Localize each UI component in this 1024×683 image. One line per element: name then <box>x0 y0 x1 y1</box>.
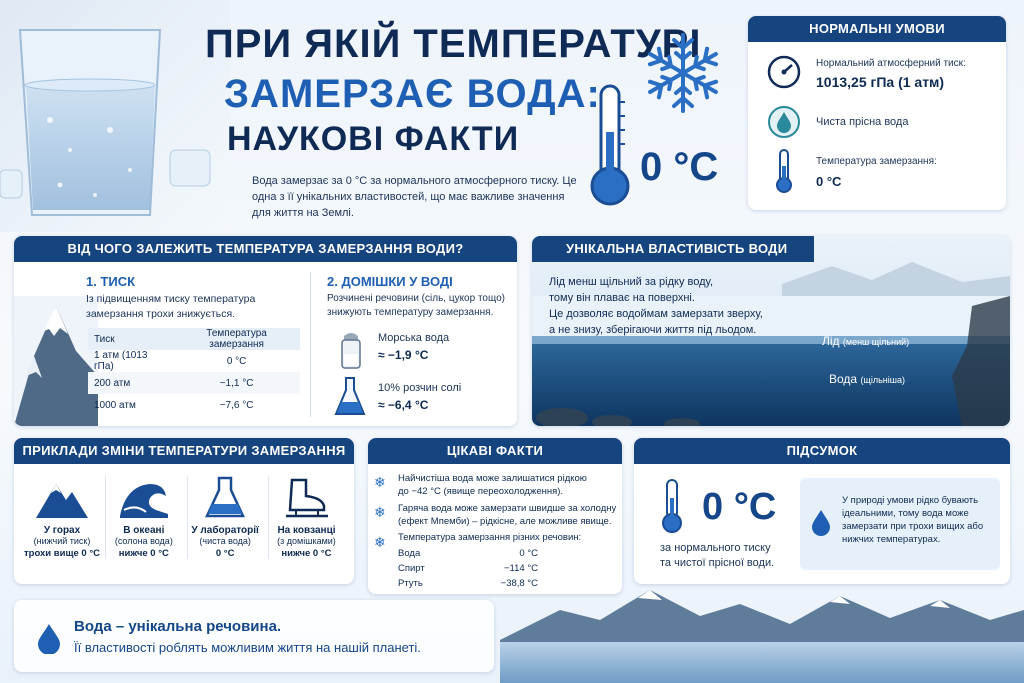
fact-2: Гаряча вода може замерзати швидше за холодну (ефект Мпемби) – рідкісне, але можливе явище. <box>398 503 617 527</box>
thermometer-icon <box>588 82 632 210</box>
table-header-temp: Температура замерзання <box>206 328 267 350</box>
footer-card <box>14 600 494 672</box>
summary-card <box>634 438 1010 584</box>
example-item: У горах (нижчий тиск) трохи вище 0 °C <box>24 476 100 559</box>
water-glass-image <box>0 0 230 232</box>
pressure-value: 1013,25 гПа (1 атм) <box>816 74 945 90</box>
pressure-title: 1. ТИСК <box>86 274 136 289</box>
table-row: 1000 атм −7,6 °C <box>94 399 254 411</box>
footer-drop-icon <box>36 622 62 659</box>
water-label-lake: Вода (щільніша) <box>829 372 905 386</box>
example-item: В океані (солона вода) нижче 0 °C <box>105 476 181 559</box>
gauge-icon <box>766 54 802 95</box>
snowflake-icon: ❄ <box>374 474 386 490</box>
summary-note-box <box>800 478 1000 570</box>
summary-line-2: та чистої прісної води. <box>660 557 775 569</box>
title-line-2: ЗАМЕРЗАЄ ВОДА: <box>224 72 601 116</box>
pressure-label: Нормальний атмосферний тиск: <box>816 58 966 69</box>
normal-conditions-card <box>748 16 1006 210</box>
wave-icon <box>116 476 172 520</box>
snowflake-icon: ❄ <box>374 534 386 550</box>
examples-header: ПРИКЛАДИ ЗМІНИ ТЕМПЕРАТУРИ ЗАМЕРЗАННЯ <box>14 438 354 464</box>
freeze-value: 0 °C <box>816 174 842 189</box>
table-header-pressure: Тиск <box>94 333 115 345</box>
skate-icon <box>278 476 334 520</box>
table-row: Вода 0 °C <box>398 548 538 559</box>
water-label: Чиста прісна вода <box>816 116 909 128</box>
facts-card <box>368 438 622 594</box>
unique-header: УНІКАЛЬНА ВЛАСТИВІСТЬ ВОДИ <box>532 236 814 262</box>
mountain-icon <box>34 476 90 520</box>
flask-icon <box>334 376 366 423</box>
footer-line-1: Вода – унікальна речовина. <box>74 618 282 635</box>
depends-card <box>14 236 517 426</box>
fact-3: Температура замерзання різних речовин: <box>398 532 582 543</box>
unique-line-3: Це дозволяє водоймам замерзати зверху, <box>549 308 763 320</box>
pressure-text: Із підвищенням тиску температура замерзання трохи знижується. <box>86 293 256 320</box>
snowflake-icon: ❄ <box>374 504 386 520</box>
unique-card <box>532 236 1010 426</box>
unique-line-1: Лід менш щільний за рідку воду, <box>549 276 713 288</box>
title-line-1: ПРИ ЯКІЙ ТЕМПЕРАТУРІ <box>205 22 702 66</box>
summary-note: У природі умови рідко бувають ідеальними, тому вода може замерзати при трохи вищих або нижчих температурах. <box>842 495 984 545</box>
table-row: Ртуть −38,8 °C <box>398 578 538 589</box>
water-drop-icon <box>810 508 832 541</box>
summary-thermometer-icon <box>660 478 684 539</box>
footer-mountains-image <box>500 580 1024 683</box>
footer-line-2: Її властивості роблять можливим життя на нашій планеті. <box>74 640 421 655</box>
depends-header: ВІД ЧОГО ЗАЛЕЖИТЬ ТЕМПЕРАТУРА ЗАМЕРЗАННЯ ВОДИ? <box>14 236 517 262</box>
divider <box>310 272 311 417</box>
normal-conditions-header: НОРМАЛЬНІ УМОВИ <box>748 16 1006 42</box>
pressure-table <box>88 328 300 416</box>
unique-text <box>549 274 763 338</box>
table-row: 1 атм (1013 гПа) 0 °C <box>94 350 247 372</box>
summary-header: ПІДСУМОК <box>634 438 1010 464</box>
sea-value: ≈ −1,9 °C <box>378 348 429 362</box>
sea-label: Морська вода <box>378 332 450 344</box>
unique-line-4: а не знизу, зберігаючи життя під льодом. <box>549 324 757 336</box>
lab-flask-icon <box>197 476 253 520</box>
small-thermometer-icon <box>774 148 794 199</box>
fact-1: Найчистіша вода може залишатися рідкою до −42 °C (явище переохолодження). <box>398 473 587 497</box>
snowflake-icon <box>640 30 726 116</box>
water-drop-icon <box>766 104 802 145</box>
table-row: Спирт −114 °C <box>398 563 538 574</box>
title-line-3: НАУКОВІ ФАКТИ <box>227 120 520 158</box>
salt-value: ≈ −6,4 °C <box>378 398 429 412</box>
impurities-text: Розчинені речовини (сіль, цукор тощо) знижують температуру замерзання. <box>327 293 505 318</box>
facts-header: ЦІКАВІ ФАКТИ <box>368 438 622 464</box>
freeze-label: Температура замерзання: <box>816 156 937 167</box>
ice-label: Лід (менш щільний) <box>822 334 910 348</box>
hero-temperature: 0 °C <box>640 145 719 189</box>
table-row: 200 атм −1,1 °C <box>88 372 300 394</box>
impurities-title: 2. ДОМІШКИ У ВОДІ <box>327 274 453 289</box>
example-item: На ковзанці (з домішками) нижче 0 °C <box>268 476 344 559</box>
intro-text: Вода замерзає за 0 °C за нормального атмосферного тиску. Це одна з її унікальних властивостей, що має важливе значення для життя на Землі. <box>252 175 577 219</box>
salt-shaker-icon <box>336 330 366 375</box>
summary-line-1: за нормального тиску <box>660 542 771 554</box>
salt-label: 10% розчин солі <box>378 382 462 394</box>
examples-list <box>24 476 344 559</box>
unique-line-2: тому він плаває на поверхні. <box>549 292 695 304</box>
summary-temp: 0 °C <box>702 486 777 528</box>
examples-card <box>14 438 354 584</box>
example-item: У лабораторії (чиста вода) 0 °C <box>187 476 263 559</box>
